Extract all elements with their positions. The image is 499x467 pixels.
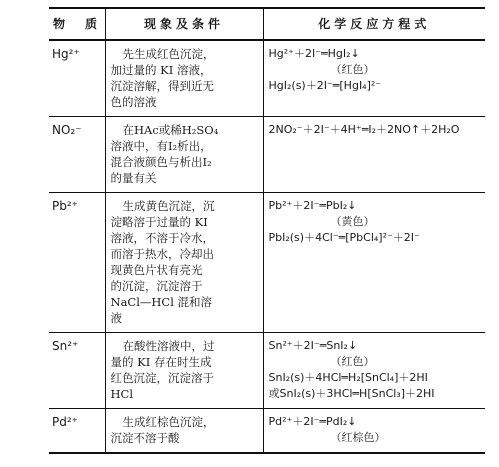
ion-cell: Sn²⁺ bbox=[49, 333, 105, 409]
equation-cell bbox=[263, 409, 485, 454]
precipitate-color-note: （红色） bbox=[330, 355, 375, 368]
condition-line: 加过量的 KI 溶液， bbox=[110, 63, 212, 77]
equation-cell bbox=[263, 193, 485, 333]
condition-line: 先生成红色沉淀， bbox=[122, 47, 215, 61]
conditions-cell bbox=[105, 40, 263, 117]
condition-line: 液 bbox=[110, 311, 122, 325]
condition-line: 在HAc或稀H₂SO₄ bbox=[122, 123, 219, 137]
condition-line: 混合液颜色与析出I₂ bbox=[110, 155, 212, 169]
header-phenomenon: 现象及条件 bbox=[105, 8, 263, 40]
header-row bbox=[49, 8, 485, 40]
condition-line: 沉淀溶解，得到近无 bbox=[110, 79, 214, 93]
equation-cell bbox=[263, 333, 485, 409]
precipitate-color-note: （黄色） bbox=[330, 215, 375, 228]
condition-line: 现黄色片状有亮光 bbox=[110, 263, 203, 277]
condition-line: HCl bbox=[110, 387, 134, 401]
condition-line: 溶液中，有I₂析出， bbox=[110, 139, 212, 153]
precipitate-color-note: （红棕色） bbox=[330, 431, 386, 444]
equation-cell bbox=[263, 117, 485, 193]
condition-line: 生成黄色沉淀，沉 bbox=[122, 199, 215, 213]
condition-line: 色的溶液 bbox=[110, 95, 157, 109]
equation-line: SnI₂(s)＋4HCl═H₂[SnCl₄]＋2HI bbox=[268, 371, 428, 384]
conditions-cell bbox=[105, 193, 263, 333]
condition-line: 而溶于热水，冷却出 bbox=[110, 247, 214, 261]
condition-line: 生成红棕色沉淀， bbox=[122, 415, 215, 429]
precipitate-color-note: （红色） bbox=[330, 63, 375, 76]
condition-line: 淀略溶于过量的 KI bbox=[110, 215, 208, 229]
condition-line: 红色沉淀，沉淀溶于 bbox=[110, 371, 214, 385]
condition-line: 在酸性溶液中，过 bbox=[122, 339, 215, 353]
table-row bbox=[49, 40, 485, 117]
table-row bbox=[49, 409, 485, 454]
equation-line: Sn²⁺＋2I⁻═SnI₂↓ bbox=[268, 339, 358, 352]
conditions-cell bbox=[105, 117, 263, 193]
equation-line: 2NO₂⁻＋2I⁻＋4H⁺═I₂＋2NO↑＋2H₂O bbox=[268, 123, 460, 136]
equation-line: Hg²⁺＋2I⁻═HgI₂↓ bbox=[268, 47, 360, 60]
table-row bbox=[49, 193, 485, 333]
ion-cell: Pd²⁺ bbox=[49, 409, 105, 454]
equation-line: HgI₂(s)＋2I⁻═[HgI₄]²⁻ bbox=[268, 79, 382, 92]
table-row bbox=[49, 333, 485, 409]
ion-cell: NO₂⁻ bbox=[49, 117, 105, 193]
condition-line: 沉淀不溶于酸 bbox=[110, 431, 180, 445]
header-equation: 化学反应方程式 bbox=[263, 8, 485, 40]
table-body bbox=[49, 40, 485, 453]
equation-cell bbox=[263, 40, 485, 117]
condition-line: 的沉淀，沉淀溶于 bbox=[110, 279, 203, 293]
ion-cell: Hg²⁺ bbox=[49, 40, 105, 117]
conditions-cell bbox=[105, 409, 263, 454]
ion-cell: Pb²⁺ bbox=[49, 193, 105, 333]
table-row bbox=[49, 117, 485, 193]
header-substance: 物 质 bbox=[49, 8, 105, 40]
equation-line: Pd²⁺＋2I⁻═PdI₂↓ bbox=[268, 415, 357, 428]
equation-line: PbI₂(s)＋4Cl⁻═[PbCl₄]²⁻＋2I⁻ bbox=[268, 231, 420, 244]
condition-line: NaCl—HCl 混和溶 bbox=[110, 295, 213, 309]
conditions-cell bbox=[105, 333, 263, 409]
reaction-table bbox=[49, 7, 485, 454]
equation-line: Pb²⁺＋2I⁻═PbI₂↓ bbox=[268, 199, 357, 212]
condition-line: 量的 KI 存在时生成 bbox=[110, 355, 212, 369]
condition-line: 溶液，不溶于冷水， bbox=[110, 231, 214, 245]
equation-line: 或SnI₂(s)＋3HCl═H[SnCl₃]＋2HI bbox=[268, 387, 435, 400]
condition-line: 的量有关 bbox=[110, 171, 157, 185]
